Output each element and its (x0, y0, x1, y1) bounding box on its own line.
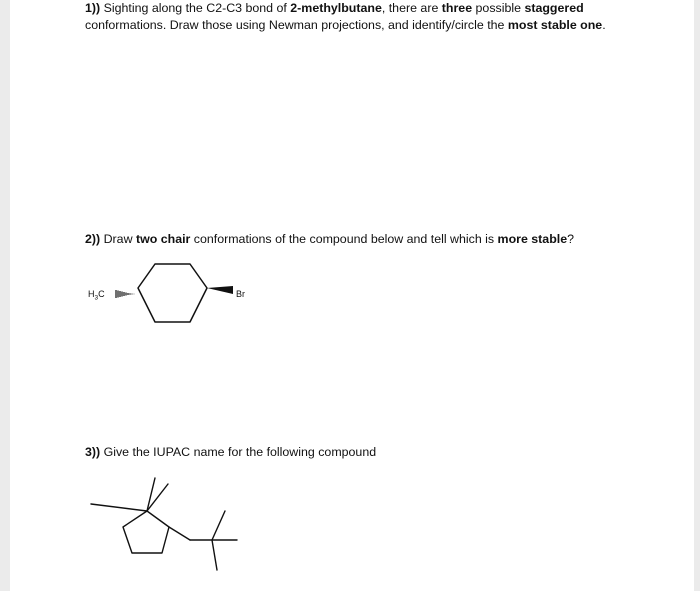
bond-tbutyl-up (212, 511, 225, 540)
q2-bold-two-chair: two chair (135, 232, 191, 246)
q1-text: possible (472, 1, 525, 15)
q1-bold-staggered: staggered (524, 1, 584, 15)
q3-text: Give the IUPAC name for the following compound (100, 445, 377, 459)
skeletal-structure (10, 0, 694, 591)
bond-ring-chain (169, 527, 190, 540)
q1-text: conformations. Draw those using Newman projections, and identify/circle the (85, 18, 508, 32)
q2-bold-more-stable: more stable (497, 232, 568, 246)
q1-bold-most-stable: most stable one (507, 18, 603, 32)
methyl-label: $H_3C$ (88, 289, 105, 302)
q2-text: ? (567, 232, 575, 246)
q2-text: conformations of the compound below and tell which is (190, 232, 498, 246)
q1-text: Sighting along the C2-C3 bond of (100, 1, 291, 15)
q1-bold-compound: 2-methylbutane (290, 1, 382, 15)
q1-text: , there are (381, 1, 442, 15)
document-page (10, 0, 694, 591)
cyclopentane-ring (123, 511, 169, 553)
q1-text: . (602, 18, 606, 32)
q2-text: Draw (100, 232, 136, 246)
bromo-label: Br (236, 289, 245, 299)
bond-methyl-left (91, 504, 147, 511)
bond-tbutyl-down (212, 540, 217, 570)
question-3-number: 3)) (85, 445, 101, 459)
question-2-number: 2)) (85, 232, 101, 246)
q1-bold-three: three (441, 1, 473, 15)
question-1-number: 1)) (85, 1, 101, 15)
